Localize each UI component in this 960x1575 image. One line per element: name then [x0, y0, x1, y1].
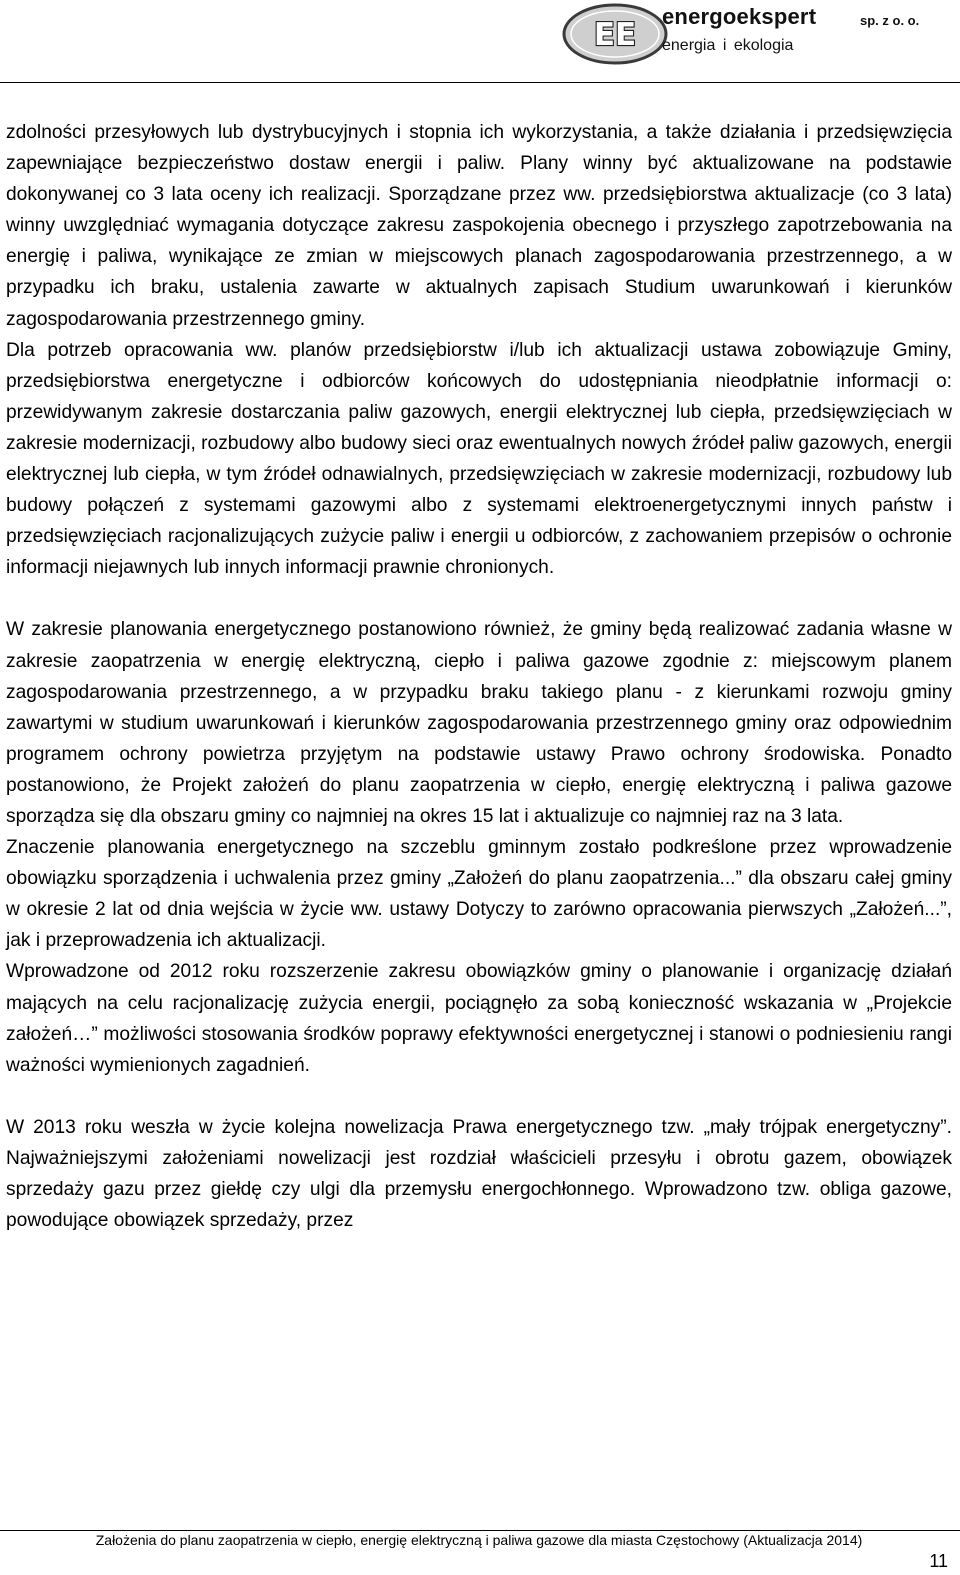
page-header [0, 0, 960, 82]
paragraph: W zakresie planowania energetycznego postanowiono również, że gminy będą realizować zadania własne w zakresie zaopatrzenia w energię elektryczną, ciepło i paliwa gazowe zgodnie z: miejscowym planem zagospodarowania przestrzennego, a w przypadku braku takiego planu - z kierunkami rozwoju gminy zawartymi w studium uwarunkowań i kierunków zagospodarowania przestrzennego gminy oraz odpowiednim programem ochrony powietrza przyjętym na podstawie ustawy Prawo ochrony środowiska. Ponadto postanowiono, że Projekt założeń do planu zaopatrzenia w ciepło, energię elektryczną i paliwa gazowe sporządza się dla obszaru gminy co najmniej na okres 15 lat i aktualizuje co najmniej raz na 3 lata. [6, 619, 952, 827]
brand-tagline: energia i ekologia [662, 37, 794, 54]
paragraph: Dla potrzeb opracowania ww. planów przedsiębiorstw i/lub ich aktualizacji ustawa zobowiązuje Gminy, przedsiębiorstwa energetyczne i odbiorców końcowych do udostępniania nieodpłatnie informacji o: przewidywanym zakresie dostarczania paliw gazowych, energii elektrycznej lub ciepła, przedsięwzięciach w zakresie modernizacji, rozbudowy albo budowy sieci oraz ewentualnych nowych źródeł paliw gazowych, energii elektrycznej lub ciepła, w tym źródeł odnawialnych, przedsięwzięciach w zakresie modernizacji, rozbudowy lub budowy połączeń z systemami gazowymi albo z systemami elektroenergetycznymi innych państw i przedsięwzięciach racjonalizujących zużycie paliw i energii u odbiorców, z zachowaniem przepisów o ochronie informacji niejawnych lub innych informacji prawnie chronionych. [6, 339, 952, 579]
paragraph: W 2013 roku weszła w życie kolejna nowelizacja Prawa energetycznego tzw. „mały trójpak energetyczny”. Najważniejszymi założeniami nowelizacji jest rozdział właścicieli przesyłu i obrotu gazem, obowiązek sprzedaży gazu przez giełdę czy ulgi dla przemysłu energochłonnego. Wprowadzono tzw. obliga gazowe, powodujące obowiązek sprzedaży, przez [6, 1116, 952, 1232]
paragraph: zdolności przesyłowych lub dystrybucyjnych i stopnia ich wykorzystania, a także działania i przedsięwzięcia zapewniające bezpieczeństwo dostaw energii i paliw. Plany winny być aktualizowane na podstawie dokonywanej co 3 lata oceny ich realizacji. Sporządzane przez ww. przedsiębiorstwa aktualizacje (co 3 lata) winny uwzględniać wymagania dotyczące zakresu zaspokojenia obecnego i przyszłego zapotrzebowania na energię i paliwa, wynikające ze zmian w miejscowych planach zagospodarowania przestrzennego, a w przypadku ich braku, ustalenia zawarte w aktualnych zapisach Studium uwarunkowań i kierunków zagospodarowania przestrzennego gminy. [6, 122, 952, 330]
energoekspert-logo [561, 2, 669, 66]
logo-text: EE [593, 17, 637, 53]
document-body [6, 117, 952, 1236]
header-divider [0, 82, 960, 83]
paragraph: Wprowadzone od 2012 roku rozszerzenie zakresu obowiązków gminy o planowanie i organizację działań mających na celu racjonalizację zużycia energii, pociągnęło za sobą konieczność wskazania w „Projekcie założeń…” możliwości stosowania środków poprawy efektywności energetycznej i stanowi o podniesieniu rangi ważności wymienionych zagadnień. [6, 961, 952, 1076]
legal-form: sp. z o. o. [860, 13, 920, 28]
footer-divider [0, 1530, 960, 1531]
page-number: 11 [929, 1551, 948, 1571]
paragraph: Znaczenie planowania energetycznego na szczeblu gminnym zostało podkreślone przez wprowadzenie obowiązku sporządzenia i uchwalenia przez gminy „Założeń do planu zaopatrzenia...” dla obszaru całej gminy w okresie 2 lat od dnia wejścia w życie ww. ustawy Dotyczy to zarówno opracowania pierwszych „Założeń...”, jak i przeprowadzenia ich aktualizacji. [6, 837, 952, 952]
footer-document-title: Założenia do planu zaopatrzenia w ciepło, energię elektryczną i paliwa gazowe dla miasta Częstochowy (Aktualizacja 2014) [95, 1532, 863, 1548]
brand-name: energoekspert [662, 4, 817, 29]
